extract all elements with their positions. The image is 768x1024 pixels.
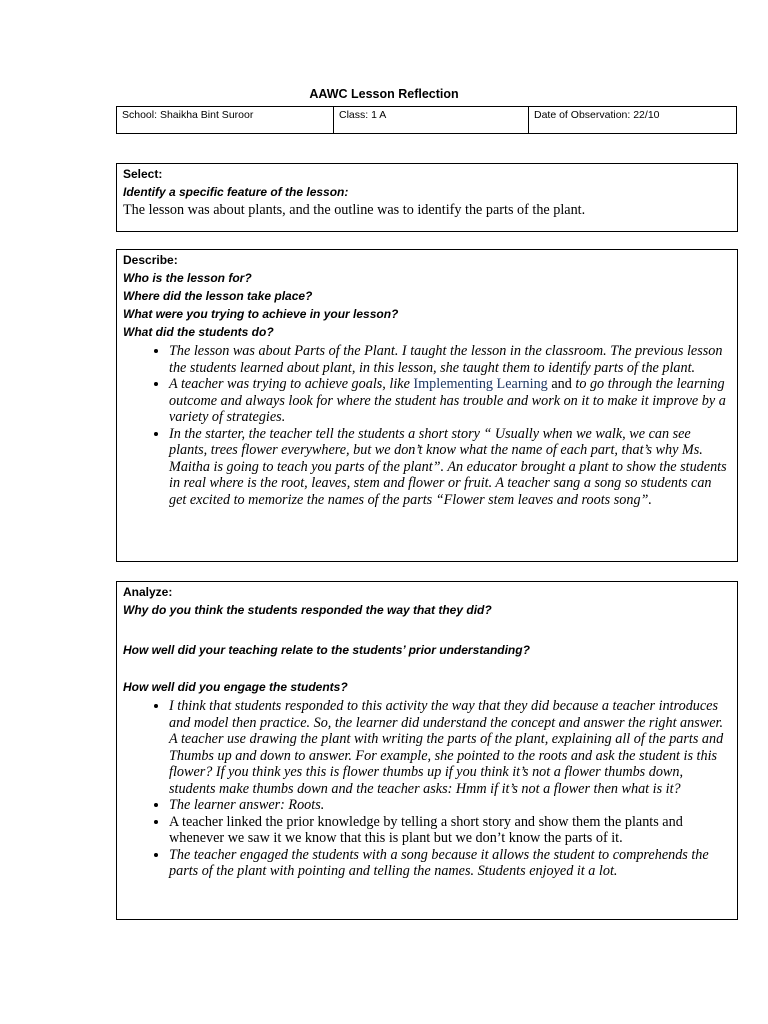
describe-question-3: What were you trying to achieve in your lesson? [123, 307, 399, 321]
date-cell: Date of Observation: 22/10 [534, 109, 660, 121]
describe-question-1: Who is the lesson for? [123, 271, 252, 285]
select-question: Identify a specific feature of the lesson: [123, 185, 349, 199]
describe-bullets [123, 343, 731, 508]
describe-heading: Describe: [123, 253, 178, 267]
describe-question-4: What did the students do? [123, 325, 274, 339]
select-section [116, 163, 738, 232]
analyze-question-3: How well did you engage the students? [123, 680, 348, 694]
bullet-text: A teacher was trying to achieve goals, like [169, 376, 414, 392]
list-item: • I think that students responded to this activity the way that they did because a teacher introduces and model then practice. So, the learner did understand the concept and answer the right answer. A teacher use drawing the plant with writing the parts of the plant, explaining all of the parts and Thumbs up and down to answer. For example, she pointed to the roots and ask the student is this flower? If you think yes this is flower thumbs up if you think it’s not a flower thumbs down, students make thumbs down and the teacher asks: Hmm if it’s not a flower then what is it? [169, 698, 731, 797]
bullet-text: to go through the learning outcome and always look for where the student has trouble and work on it to make it improve by a variety of strategies. [169, 376, 726, 425]
list-item: • The teacher engaged the students with a song because it allows the student to comprehends the parts of the plant with pointing and telling the names. Students enjoyed it a lot. [169, 847, 731, 880]
select-answer: The lesson was about plants, and the outline was to identify the parts of the plant. [123, 202, 586, 218]
analyze-question-1: Why do you think the students responded the way that they did? [123, 603, 492, 617]
describe-section [116, 249, 738, 562]
class-cell: Class: 1 A [334, 107, 529, 133]
implementing-learning-link[interactable]: Implementing Learning [413, 376, 548, 392]
describe-question-2: Where did the lesson take place? [123, 289, 313, 303]
bullet-text: and [547, 376, 576, 392]
analyze-heading: Analyze: [123, 585, 173, 599]
list-item: • In the starter, the teacher tell the students a short story “ Usually when we walk, we can see plants, trees flower everywhere, but we don’t know what the name of each part, that’s why Ms. Maitha is going to teach you parts of the plant”. An educator brought a plant to show the students in real where is the root, leaves, stem and flower or fruit. A teacher sang a song so students can get excited to memorize the names of the parts “Flower stem leaves and roots song”. [169, 426, 731, 509]
list-item: • A teacher linked the prior knowledge by telling a short story and show them the plants and whenever we saw it we know that this is plant but we don’t know the parts of it. [169, 814, 731, 847]
info-table [116, 106, 737, 134]
analyze-bullets [123, 698, 731, 880]
list-item: • The learner answer: Roots. [169, 797, 731, 814]
analyze-question-2: How well did your teaching relate to the students’ prior understanding? [123, 643, 530, 657]
school-cell: School: Shaikha Bint Suroor [117, 107, 334, 133]
list-item [169, 376, 731, 426]
analyze-section [116, 581, 738, 920]
document-title: AAWC Lesson Reflection [309, 87, 459, 101]
list-item: • The lesson was about Parts of the Plant. I taught the lesson in the classroom. The previous lesson the students learned about plant, in this lesson, she taught them to identify parts of the plant. [169, 343, 731, 376]
select-heading: Select: [123, 167, 163, 181]
